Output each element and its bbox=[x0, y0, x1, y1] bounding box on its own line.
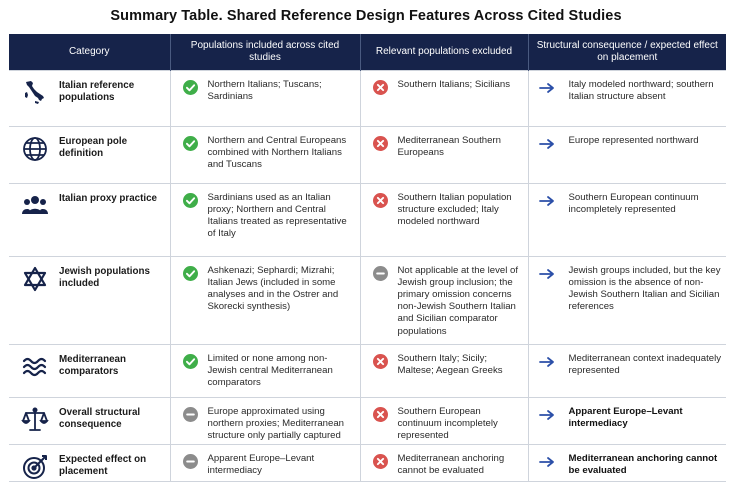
table-row bbox=[9, 344, 726, 397]
included-text: Northern and Central Europeans combined with Northern Italians and Tuscans bbox=[207, 134, 347, 170]
category-label: Mediterranean comparators bbox=[59, 353, 126, 377]
globe-icon bbox=[21, 135, 49, 163]
included-text: Sardinians used as an Italian proxy; Northern and Central Italians treated as representative of Italy bbox=[207, 191, 347, 240]
excluded-text: Southern European continuum incompletely represented bbox=[397, 405, 498, 441]
consequence-text: Mediterranean anchoring cannot be evaluated bbox=[568, 452, 718, 476]
arrow-right-icon bbox=[539, 268, 555, 280]
category-label: Jewish populations included bbox=[59, 265, 150, 289]
consequence-text: Italy modeled northward; southern Italian structure absent bbox=[568, 78, 714, 102]
header-included: Populations included across cited studies bbox=[170, 34, 360, 70]
scales-icon bbox=[21, 406, 49, 434]
consequence-text: Southern European continuum incompletely represented bbox=[568, 191, 699, 215]
header-row bbox=[9, 34, 726, 70]
minus-icon bbox=[183, 454, 198, 469]
header-excluded: Relevant populations excluded bbox=[360, 34, 528, 70]
category-label: Overall structural consequence bbox=[59, 406, 141, 430]
included-text: Apparent Europe–Levant intermediacy bbox=[207, 452, 315, 476]
category-cell bbox=[9, 126, 170, 183]
check-icon bbox=[183, 266, 198, 281]
minus-icon bbox=[183, 407, 198, 422]
table-row bbox=[9, 126, 726, 183]
included-cell bbox=[170, 444, 360, 481]
included-cell bbox=[170, 183, 360, 256]
excluded-cell bbox=[360, 70, 528, 126]
consequence-text: Europe represented northward bbox=[568, 134, 699, 146]
consequence-text: Apparent Europe–Levant intermediacy bbox=[568, 405, 683, 429]
included-cell bbox=[170, 126, 360, 183]
included-cell bbox=[170, 397, 360, 444]
excluded-text: Southern Italian population structure excluded; Italy modeled northward bbox=[397, 191, 512, 227]
table-row bbox=[9, 444, 726, 481]
excluded-cell bbox=[360, 444, 528, 481]
excluded-text: Southern Italians; Sicilians bbox=[397, 78, 511, 90]
consequence-cell bbox=[528, 444, 726, 481]
arrow-right-icon bbox=[539, 82, 555, 94]
excluded-text: Southern Italy; Sicily; Maltese; Aegean Greeks bbox=[397, 352, 503, 376]
included-text: Europe approximated using northern proxies; Mediterranean structure only partially captured bbox=[207, 405, 345, 441]
excluded-cell bbox=[360, 256, 528, 344]
included-text: Ashkenazi; Sephardi; Mizrahi; Italian Jews (included in some analyses and in the Ostrer and Skorecki synthesis) bbox=[207, 264, 339, 313]
category-label: Italian reference populations bbox=[59, 79, 135, 103]
included-text: Northern Italians; Tuscans; Sardinians bbox=[207, 78, 322, 102]
category-cell bbox=[9, 344, 170, 397]
consequence-text: Jewish groups included, but the key omission is the absence of non-Jewish Southern Italian and Sicilian references bbox=[568, 264, 721, 313]
cross-icon bbox=[373, 136, 388, 151]
category-cell bbox=[9, 444, 170, 481]
waves-icon bbox=[21, 353, 49, 381]
italy-map-icon bbox=[21, 79, 49, 107]
people-icon bbox=[21, 192, 49, 220]
cross-icon bbox=[373, 193, 388, 208]
category-cell bbox=[9, 70, 170, 126]
consequence-cell bbox=[528, 397, 726, 444]
summary-table bbox=[9, 34, 726, 482]
consequence-cell bbox=[528, 256, 726, 344]
arrow-right-icon bbox=[539, 195, 555, 207]
category-cell bbox=[9, 183, 170, 256]
cross-icon bbox=[373, 80, 388, 95]
category-label: Italian proxy practice bbox=[59, 192, 158, 204]
arrow-right-icon bbox=[539, 356, 555, 368]
consequence-cell bbox=[528, 344, 726, 397]
excluded-text: Mediterranean Southern Europeans bbox=[397, 134, 501, 158]
consequence-cell bbox=[528, 183, 726, 256]
table-title: Summary Table. Shared Reference Design Features Across Cited Studies bbox=[110, 8, 622, 24]
excluded-cell bbox=[360, 126, 528, 183]
star-of-david-icon bbox=[21, 265, 49, 293]
table-row bbox=[9, 70, 726, 126]
excluded-cell bbox=[360, 183, 528, 256]
category-label: Expected effect on placement bbox=[59, 453, 147, 477]
minus-icon bbox=[373, 266, 388, 281]
target-icon bbox=[21, 453, 49, 481]
arrow-right-icon bbox=[539, 138, 555, 150]
cross-icon bbox=[373, 354, 388, 369]
arrow-right-icon bbox=[539, 409, 555, 421]
check-icon bbox=[183, 136, 198, 151]
included-cell bbox=[170, 70, 360, 126]
included-text: Limited or none among non-Jewish central Mediterranean comparators bbox=[207, 352, 333, 388]
category-cell bbox=[9, 397, 170, 444]
check-icon bbox=[183, 193, 198, 208]
header-category: Category bbox=[9, 34, 170, 70]
arrow-right-icon bbox=[539, 456, 555, 468]
consequence-cell bbox=[528, 70, 726, 126]
check-icon bbox=[183, 354, 198, 369]
consequence-text: Mediterranean context inadequately represented bbox=[568, 352, 722, 376]
included-cell bbox=[170, 344, 360, 397]
included-cell bbox=[170, 256, 360, 344]
table-row bbox=[9, 256, 726, 344]
excluded-text: Mediterranean anchoring cannot be evaluated bbox=[397, 452, 505, 476]
table-row bbox=[9, 397, 726, 444]
cross-icon bbox=[373, 407, 388, 422]
table-row bbox=[9, 183, 726, 256]
check-icon bbox=[183, 80, 198, 95]
excluded-cell bbox=[360, 397, 528, 444]
excluded-text: Not applicable at the level of Jewish group inclusion; the primary omission concerns non-Jewish Southern Italian and Sicilian comparator populations bbox=[397, 264, 519, 337]
consequence-cell bbox=[528, 126, 726, 183]
cross-icon bbox=[373, 454, 388, 469]
category-label: European pole definition bbox=[59, 135, 128, 159]
excluded-cell bbox=[360, 344, 528, 397]
category-cell bbox=[9, 256, 170, 344]
header-consequence: Structural consequence / expected effect on placement bbox=[528, 34, 726, 70]
